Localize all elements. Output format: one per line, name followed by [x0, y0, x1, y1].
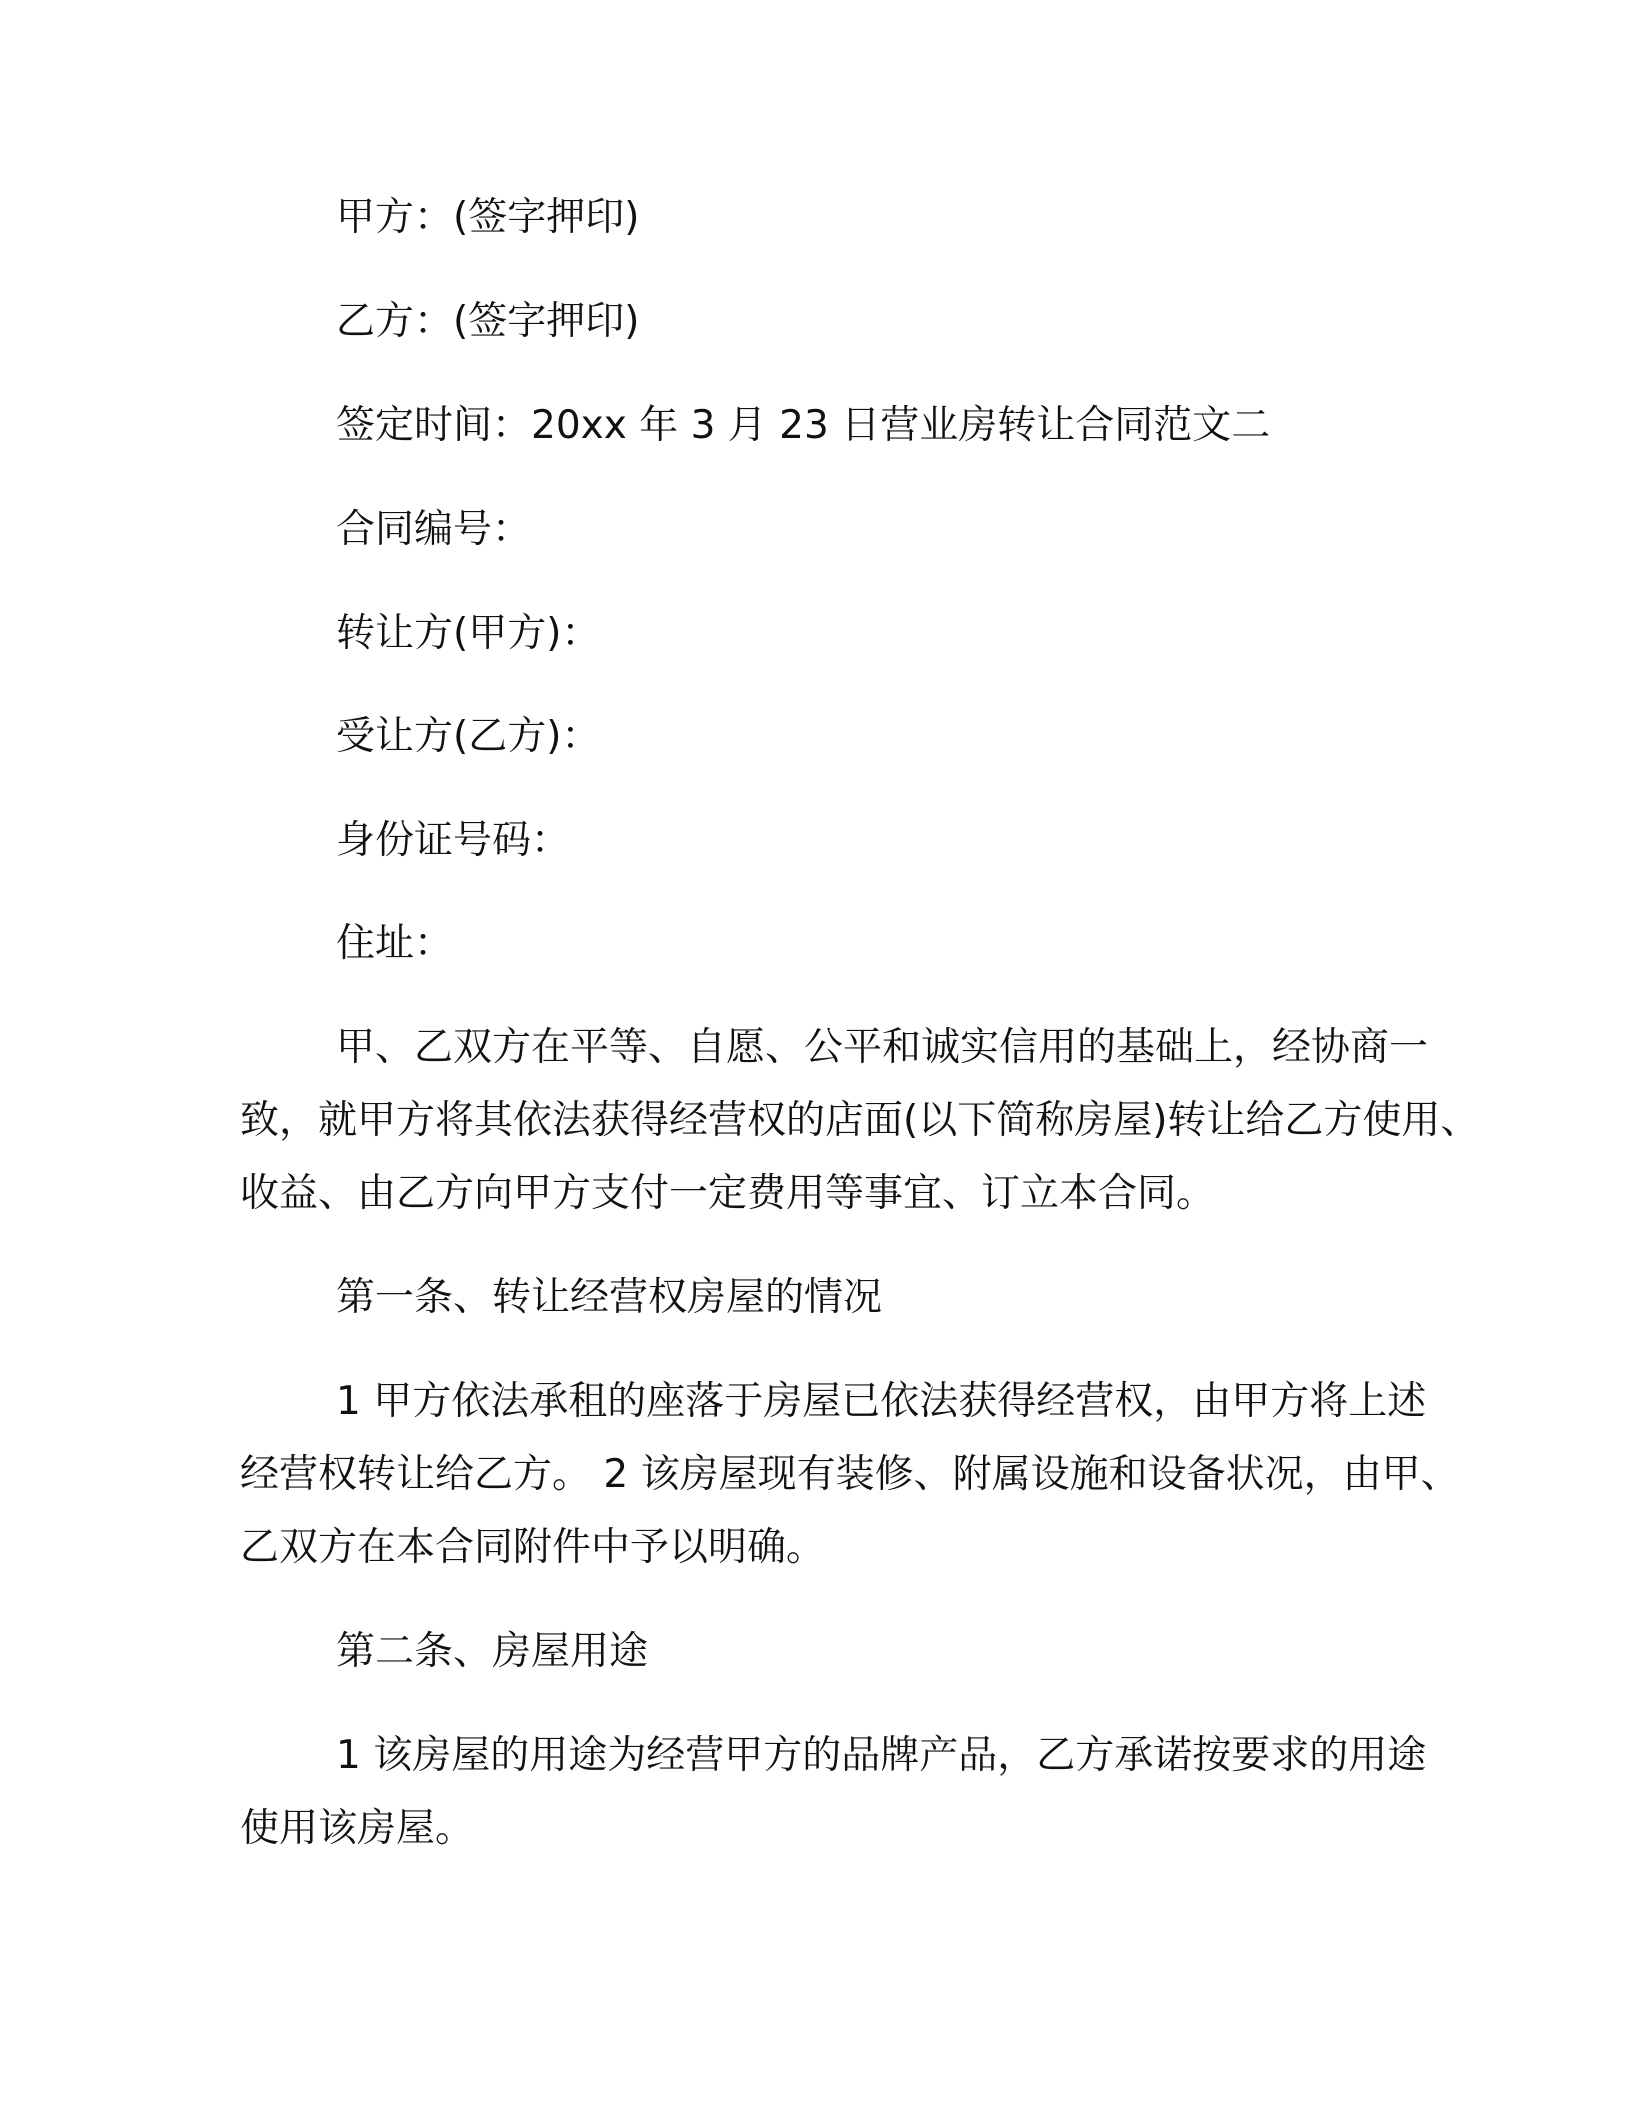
- preamble-line-1: 甲、乙双方在平等、自愿、公平和诚实信用的基础上，经协商一: [336, 1025, 1429, 1070]
- transferor-label: 转让方(甲方)：: [336, 611, 601, 656]
- article-2-heading: 第二条、房屋用途: [336, 1629, 649, 1674]
- signing-date-line: 签定时间：20xx 年 3 月 23 日营业房转让合同范文二: [336, 403, 1271, 448]
- article-2-line-1: 1 该房屋的用途为经营甲方的品牌产品，乙方承诺按要求的用途: [336, 1733, 1427, 1778]
- article-2-line-2: 使用该房屋。: [240, 1806, 475, 1851]
- party-b-signature-line: 乙方：(签字押印): [336, 299, 640, 344]
- id-number-label: 身份证号码：: [336, 818, 571, 863]
- article-1-heading: 第一条、转让经营权房屋的情况: [336, 1275, 883, 1320]
- article-1-line-1: 1 甲方依法承租的座落于房屋已依法获得经营权，由甲方将上述: [336, 1379, 1427, 1424]
- transferee-label: 受让方(乙方)：: [336, 714, 601, 759]
- contract-number-label: 合同编号：: [336, 507, 532, 552]
- party-a-signature-line: 甲方：(签字押印): [336, 195, 640, 240]
- preamble-line-3: 收益、由乙方向甲方支付一定费用等事宜、订立本合同。: [240, 1171, 1216, 1216]
- preamble-line-2: 致，就甲方将其依法获得经营权的店面(以下简称房屋)转让给乙方使用、: [240, 1098, 1480, 1143]
- address-label: 住址：: [336, 921, 454, 966]
- article-1-line-3: 乙双方在本合同附件中予以明确。: [240, 1525, 826, 1570]
- article-1-line-2: 经营权转让给乙方。 2 该房屋现有装修、附属设施和设备状况，由甲、: [240, 1452, 1460, 1497]
